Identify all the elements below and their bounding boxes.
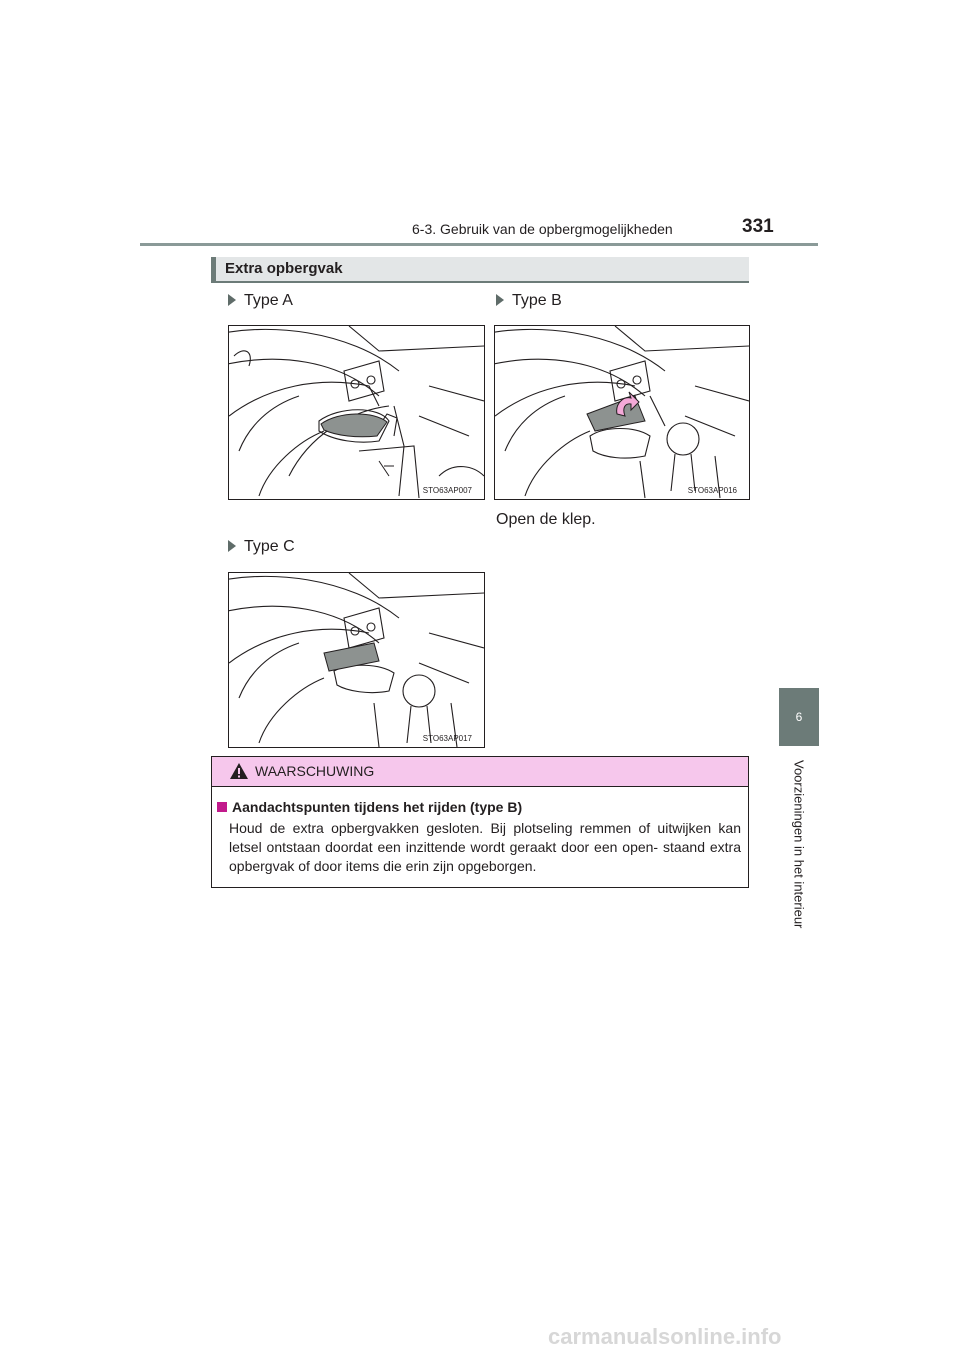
warning-header-text: WAARSCHUWING [255,763,375,779]
type-b-label [496,292,562,310]
chapter-tab[interactable] [779,688,819,746]
warning-body: Houd de extra opbergvakken gesloten. Bij plotseling remmen of uitwijken kan letsel ontstaan doordat een inzittende wordt geraakt door een open- staand extra opbergvak of door items die erin zijn opgeborgen. [229,820,741,874]
header-rule [140,243,818,246]
dashboard-illustration-c [229,573,484,747]
section-heading-text: Extra opbergvak [225,260,343,277]
chapter-title-text: Voorzieningen in het interieur [791,760,807,929]
page-number: 331 [742,216,774,237]
type-a-label [228,292,293,310]
section-title: 6-3. Gebruik van de opbergmogelijkheden [412,221,673,237]
section-heading [211,257,749,283]
triangle-bullet-icon [228,294,236,306]
figure-type-b [494,325,750,500]
square-bullet-icon [217,802,227,812]
type-c-label-text: Type C [244,538,295,555]
figure-caption-b: Open de klep. [496,511,596,528]
type-b-label-text: Type B [512,292,562,309]
heading-accent [211,257,216,281]
triangle-bullet-icon [228,540,236,552]
triangle-bullet-icon [496,294,504,306]
type-a-label-text: Type A [244,292,293,309]
figure-type-c [228,572,485,748]
dashboard-illustration-a [229,326,484,499]
figure-type-a [228,325,485,500]
figure-code-c: STO63AP017 [422,734,472,743]
warning-title-text: Aandachtspunten tijdens het rijden (type B) [232,799,523,815]
chapter-number: 6 [795,710,803,724]
warning-title [217,799,522,815]
warning-box [211,756,749,888]
watermark: carmanualsonline.info [548,1324,782,1349]
type-c-label [228,538,295,556]
dashboard-illustration-b [495,326,749,499]
figure-code-a: STO63AP007 [422,486,472,495]
warning-header [212,757,748,787]
figure-code-b: STO63AP016 [687,486,737,495]
warning-triangle-icon [229,762,249,785]
